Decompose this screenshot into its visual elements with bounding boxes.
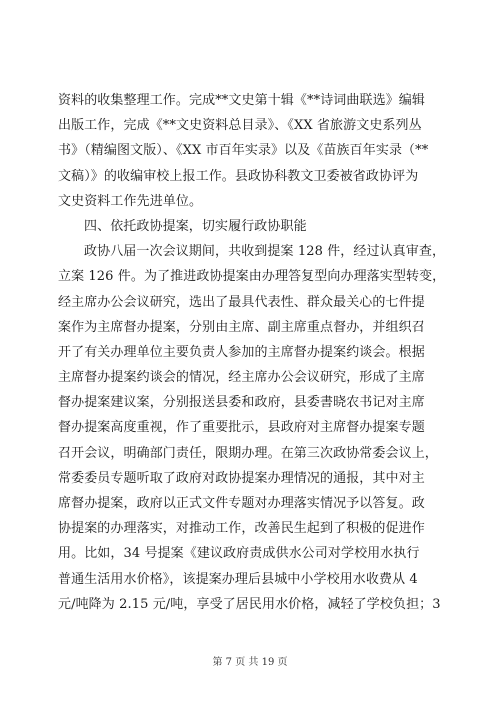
text-line: 出版工作，完成《**文史资料总目录》、《XX 省旅游文史系列丛 [58, 118, 422, 134]
text-line: 政协八届一次会议期间，共收到提案 128 件，经过认真审查， [84, 244, 446, 260]
text-line: 常委委员专题听取了政府对政协提案办理情况的通报，其中对主 [58, 470, 425, 486]
text-line: 督办提案建议案，分别报送县委和政府，县委書晓农书记对主席 [58, 395, 425, 411]
text-line: 召开会议，明确部门责任，限期办理。在第三次政协常委会议上， [58, 445, 438, 461]
text-line: 文稿）》的收编审校上报工作。县政协科教文卫委被省政协评为 [58, 168, 419, 184]
text-line: 督办提案高度重视，作了重要批示，县政府对主席督办提案专题 [58, 420, 425, 436]
text-line: 四、依托政协提案，切实履行政协职能 [84, 218, 307, 234]
text-line: 经主席办公会议研究，选出了最具代表性、群众最关心的七件提 [58, 294, 425, 310]
text-line: 立案 126 件。为了推进政协提案由办理答复型向办理落实型转变， [58, 269, 446, 285]
text-line: 书》（精编图文版）、《XX 市百年实录》以及《苗族百年实录（** [58, 143, 429, 159]
text-line: 席督办提案，政府以正式文件专题对办理落实情况予以答复。政 [58, 496, 425, 511]
text-line: 文史资料工作先进单位。 [58, 193, 203, 209]
text-line: 元/吨降为 2.15 元/吨，享受了居民用水价格，减轻了学校负担；3 [58, 596, 441, 612]
document-body [58, 88, 458, 617]
text-line: 主席督办提案约谈会的情况，经主席办公会议研究，形成了主席 [58, 370, 425, 386]
text-line: 用。比如，34 号提案《建议政府责成供水公司对学校用水执行 [58, 546, 420, 562]
page-footer: 第 7 页 共 19 页 [212, 657, 288, 668]
text-line: 协提案的办理落实，对推动工作，改善民生起到了积极的促进作 [58, 521, 425, 537]
text-line: 普通生活用水价格》，该提案办理后县城中小学校用水收费从 4 [58, 571, 418, 587]
text-line: 开了有关办理单位主要负责人参加的主席督办提案约谈会。根据 [58, 344, 425, 360]
text-line: 资料的收集整理工作。完成**文史第十辑《**诗词曲联选》编辑 [58, 93, 426, 108]
text-line: 案作为主席督办提案，分别由主席、副主席重点督办，并组织召 [58, 319, 425, 335]
